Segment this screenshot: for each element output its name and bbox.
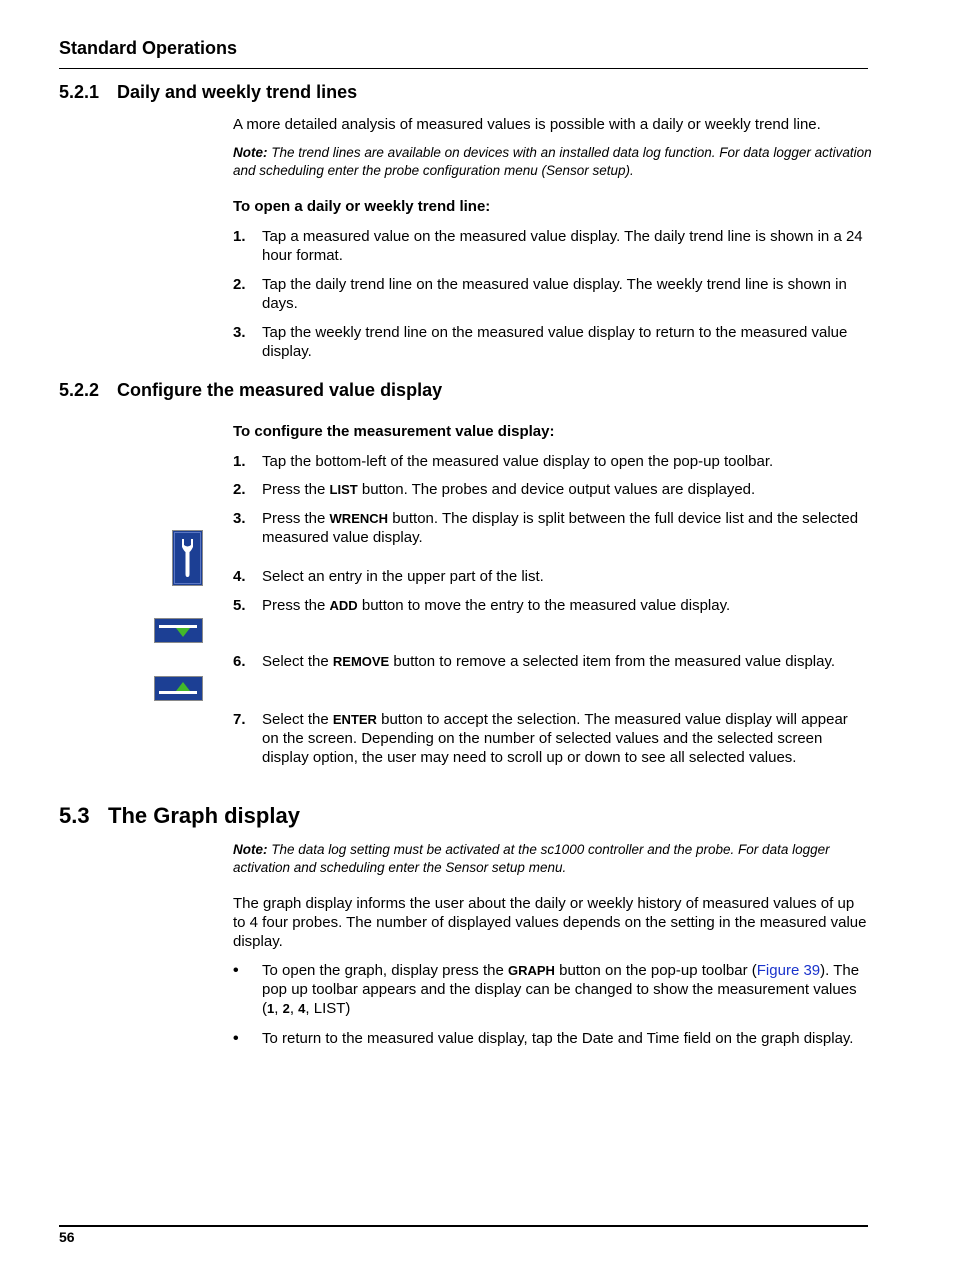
bullet-marker: • xyxy=(233,1030,239,1047)
bullet-text: To return to the measured value display, tap the Date and Time field on the graph display. xyxy=(262,1030,854,1047)
step-text xyxy=(262,652,868,671)
note xyxy=(233,144,873,179)
step-text: Tap the weekly trend line on the measured value display to return to the measured value display. xyxy=(262,324,848,360)
bullet-text xyxy=(262,961,868,1018)
bullet-text-end: , LIST) xyxy=(305,1000,351,1017)
note-label: Note: xyxy=(233,842,268,857)
step-text-pre: Press the xyxy=(262,481,330,498)
section-title: Configure the measured value display xyxy=(117,380,443,400)
section-heading-5-2-2 xyxy=(59,380,442,401)
figure-link[interactable]: Figure 39 xyxy=(756,962,821,979)
list-item xyxy=(233,452,868,472)
button-name: LIST xyxy=(329,482,358,497)
procedure-title: To open a daily or weekly trend line: xyxy=(233,198,491,215)
step-number: 7. xyxy=(233,711,246,728)
step-text-pre: Press the xyxy=(262,597,330,614)
list-item xyxy=(233,480,868,500)
bullet-marker: • xyxy=(233,962,239,979)
step-number: 1. xyxy=(233,228,246,245)
list-item xyxy=(233,1029,868,1069)
value-option: 4 xyxy=(298,1001,306,1016)
section-title: The Graph display xyxy=(108,803,300,828)
bullet-text-pre: To open the graph, display press the xyxy=(262,962,508,979)
note-text: The data log setting must be activated at the sc1000 controller and the probe. For data logger activation and scheduling enter the Sensor setup menu. xyxy=(233,842,830,875)
list-item xyxy=(233,652,868,692)
note xyxy=(233,841,873,876)
section-number: 5.2.2 xyxy=(59,380,100,400)
step-text xyxy=(262,596,868,615)
step-text: Tap the daily trend line on the measured value display. The weekly trend line is shown in days. xyxy=(262,276,847,312)
intro-paragraph: A more detailed analysis of measured values is possible with a daily or weekly trend line. xyxy=(233,116,821,133)
step-text xyxy=(262,710,868,767)
step-text-post: button. The display is split between the full device list and the selected measured value display. xyxy=(262,510,859,546)
step-text-pre: Select the xyxy=(262,711,333,728)
step-number: 3. xyxy=(233,510,246,527)
step-text-post: button. The probes and device output values are displayed. xyxy=(357,481,756,498)
list-item xyxy=(233,227,868,267)
section-number: 5.3 xyxy=(59,803,90,828)
section-heading-5-3 xyxy=(59,803,300,829)
step-number: 6. xyxy=(233,653,246,670)
value-option: 2 xyxy=(282,1001,290,1016)
step-text-post: button to remove a selected item from the measured value display. xyxy=(389,653,836,670)
list-item xyxy=(233,710,868,788)
remove-icon xyxy=(154,676,203,701)
note-text: The trend lines are available on devices with an installed data log function. For data logger activation and scheduling enter the probe configuration menu (Sensor setup). xyxy=(233,145,872,178)
section-number: 5.2.1 xyxy=(59,82,100,102)
footer-rule xyxy=(59,1225,868,1227)
step-text: Tap a measured value on the measured value display. The daily trend line is shown in a 24 hour format. xyxy=(262,228,863,264)
procedure-title: To configure the measurement value display: xyxy=(233,423,555,440)
step-text: Select an entry in the upper part of the list. xyxy=(262,568,544,585)
header-rule xyxy=(59,68,868,69)
step-text: Tap the bottom-left of the measured value display to open the pop-up toolbar. xyxy=(262,453,774,470)
intro-paragraph: The graph display informs the user about the daily or weekly history of measured values of up to 4 four probes. The number of displayed values depends on the setting in the measured value display. xyxy=(233,895,867,950)
button-name: ENTER xyxy=(332,712,377,727)
step-text-post: button to accept the selection. The measured value display will appear on the screen. Depending on the number of selected values and the selected screen display option, the user may need to scroll up or down to see all selected values. xyxy=(262,711,848,766)
value-option: 1 xyxy=(267,1001,275,1016)
step-text-pre: Select the xyxy=(262,653,333,670)
step-text-pre: Press the xyxy=(262,510,330,527)
add-icon xyxy=(154,618,203,643)
list-item xyxy=(233,275,868,315)
section-title: Daily and weekly trend lines xyxy=(117,82,358,102)
bullet-text-mid: button on the pop-up toolbar ( xyxy=(554,962,757,979)
step-number: 4. xyxy=(233,568,246,585)
list-item xyxy=(233,567,868,587)
step-text xyxy=(262,480,868,499)
running-header: Standard Operations xyxy=(59,38,238,58)
step-number: 5. xyxy=(233,597,246,614)
button-name: ADD xyxy=(329,598,358,613)
separator: , xyxy=(274,1000,283,1017)
page-number: 56 xyxy=(59,1229,75,1245)
separator: , xyxy=(289,1000,299,1017)
button-name: REMOVE xyxy=(332,654,390,669)
button-name: GRAPH xyxy=(508,963,555,978)
list-item xyxy=(233,509,868,549)
note-label: Note: xyxy=(233,145,268,160)
step-number: 3. xyxy=(233,324,246,341)
step-text-post: button to move the entry to the measured value display. xyxy=(357,597,731,614)
step-number: 1. xyxy=(233,453,246,470)
list-item xyxy=(233,323,868,363)
section-heading-5-2-1 xyxy=(59,82,357,103)
step-number: 2. xyxy=(233,481,246,498)
step-number: 2. xyxy=(233,276,246,293)
button-name: WRENCH xyxy=(329,511,389,526)
bullet-text-post: ). The pop up toolbar appears and the display can be changed to show the measurement values ( xyxy=(262,962,860,1017)
wrench-icon xyxy=(172,530,203,586)
list-item xyxy=(233,961,868,1021)
list-item xyxy=(233,596,868,616)
step-text xyxy=(262,509,868,547)
